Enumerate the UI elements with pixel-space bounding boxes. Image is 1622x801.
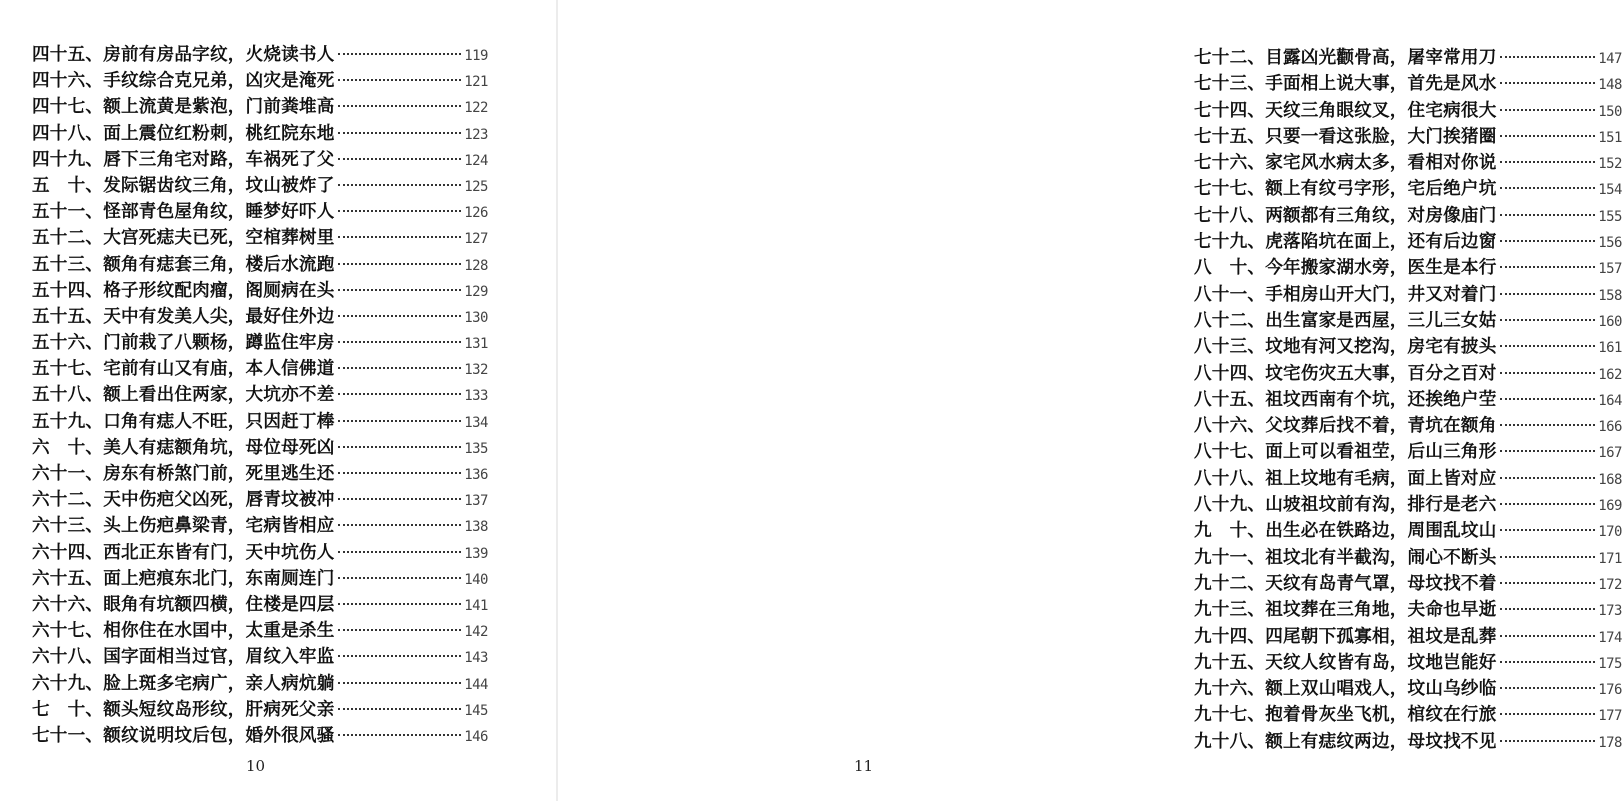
entry-number: 八十一、 — [1194, 283, 1266, 305]
toc-entry — [1194, 466, 1622, 492]
toc-entry — [1194, 71, 1622, 97]
entry-number: 六十五、 — [32, 567, 104, 589]
dot-leader — [338, 446, 462, 448]
toc-entry — [32, 199, 488, 225]
toc-entry — [32, 382, 488, 408]
entry-page-number: 169 — [1598, 498, 1622, 515]
toc-entry — [32, 173, 488, 199]
entry-number: 五十六、 — [32, 332, 104, 354]
entry-title: 天纹人纹皆有岛，坟地岂能好 — [1265, 651, 1497, 673]
entry-page-number: 138 — [464, 519, 488, 536]
dot-leader — [1500, 240, 1596, 242]
dot-leader — [338, 367, 462, 369]
entry-title: 家宅风水病太多，看相对你说 — [1265, 152, 1497, 174]
entry-title: 祖坟北有半截沟，闹心不断头 — [1265, 546, 1497, 568]
toc-entry — [1194, 282, 1622, 308]
toc-entry — [32, 513, 488, 539]
dot-leader — [338, 603, 462, 605]
entry-number: 九十八、 — [1194, 730, 1266, 752]
toc-entry — [32, 409, 488, 435]
entry-page-number: 137 — [464, 493, 488, 510]
entry-page-number: 135 — [464, 440, 488, 457]
entry-page-number: 157 — [1598, 261, 1622, 278]
entry-number: 五十三、 — [32, 253, 104, 275]
entry-number: 九十五、 — [1194, 651, 1266, 673]
entry-page-number: 172 — [1598, 576, 1622, 593]
toc-entry — [32, 225, 488, 251]
toc-entry — [32, 252, 488, 278]
toc-entry — [32, 121, 488, 147]
entry-title: 西北正东皆有门，天中坑伤人 — [103, 541, 335, 563]
toc-entry — [1194, 729, 1622, 755]
dot-leader — [1500, 372, 1596, 374]
toc-entry — [32, 68, 488, 94]
entry-number: 六十一、 — [32, 463, 104, 484]
toc-entry — [1194, 597, 1622, 623]
entry-number: 四十六、 — [32, 70, 104, 92]
dot-leader — [338, 393, 462, 395]
dot-leader — [1500, 214, 1596, 216]
entry-page-number: 130 — [464, 309, 488, 326]
dot-leader — [1500, 161, 1596, 163]
entry-number: 四十九、 — [32, 148, 104, 170]
entry-title: 坟地有河又挖沟，房宅有披头 — [1265, 336, 1497, 358]
entry-page-number: 162 — [1598, 366, 1622, 383]
entry-title: 坟宅伤灾五大事，百分之百对 — [1265, 362, 1497, 384]
dot-leader — [1500, 477, 1596, 479]
dot-leader — [1500, 556, 1596, 558]
toc-entry — [32, 566, 488, 592]
entry-number: 六十四、 — [32, 541, 104, 563]
toc-entry — [1194, 176, 1622, 202]
toc-entry — [1194, 413, 1622, 439]
dot-leader — [338, 132, 462, 134]
entry-title: 脸上斑多宅病广，亲人病炕躺 — [103, 672, 335, 694]
toc-entry — [1194, 308, 1622, 334]
dot-leader — [338, 498, 462, 500]
entry-page-number: 168 — [1598, 471, 1622, 488]
dot-leader — [1500, 582, 1596, 584]
entry-title: 额上看出住两家，大坑亦不差 — [103, 384, 335, 406]
entry-page-number: 167 — [1598, 445, 1622, 462]
entry-title: 额上流黄是紫泡，门前粪堆高 — [103, 96, 335, 118]
entry-number: 五 十、 — [32, 174, 104, 196]
entry-number: 九十一、 — [1194, 546, 1266, 568]
entry-page-number: 176 — [1598, 682, 1622, 699]
entry-number: 四十七、 — [32, 96, 104, 118]
left-page — [0, 0, 560, 801]
toc-entry — [32, 540, 488, 566]
entry-page-number: 161 — [1598, 340, 1622, 357]
entry-page-number: 166 — [1598, 419, 1622, 436]
dot-leader — [338, 734, 462, 736]
right-page — [560, 0, 1622, 801]
dot-leader — [338, 184, 462, 186]
entry-number: 五十五、 — [32, 305, 104, 327]
dot-leader — [1500, 293, 1596, 295]
entry-title: 宅前有山又有庙，本人信佛道 — [103, 358, 335, 380]
entry-page-number: 177 — [1598, 708, 1622, 725]
entry-title: 相你住在水囯中，太重是杀生 — [103, 620, 335, 642]
dot-leader — [1500, 450, 1596, 452]
entry-number: 七十七、 — [1194, 178, 1266, 200]
entry-number: 六十六、 — [32, 593, 104, 615]
entry-page-number: 170 — [1598, 524, 1622, 541]
entry-title: 额上有痣纹两边，母坟找不见 — [1265, 730, 1497, 752]
dot-leader — [1500, 398, 1596, 400]
toc-entry — [1194, 702, 1622, 728]
entry-title: 手面相上说大事，首先是风水 — [1265, 73, 1497, 95]
dot-leader — [338, 577, 462, 579]
table-of-contents-right — [1194, 45, 1622, 755]
entry-number: 六十八、 — [32, 646, 104, 668]
entry-title: 大宫死痣夫已死，空棺葬树里 — [103, 227, 335, 249]
dot-leader — [1500, 82, 1596, 84]
entry-page-number: 164 — [1598, 392, 1622, 409]
toc-entry — [1194, 676, 1622, 702]
entry-page-number: 143 — [464, 650, 488, 667]
entry-number: 八十三、 — [1194, 336, 1266, 358]
toc-entry — [32, 356, 488, 382]
entry-number: 七十六、 — [1194, 152, 1266, 174]
entry-number: 七十一、 — [32, 724, 104, 746]
dot-leader — [1500, 109, 1596, 111]
entry-title: 口角有痣人不旺，只因赶丁棒 — [103, 410, 335, 432]
entry-title: 虎落陷坑在面上，还有后边窗 — [1265, 231, 1497, 253]
entry-number: 八 十、 — [1194, 257, 1266, 279]
toc-entry — [1194, 650, 1622, 676]
entry-title: 面上可以看祖茔，后山三角形 — [1265, 441, 1497, 463]
entry-title: 今年搬家湖水旁，医生是本行 — [1265, 257, 1497, 279]
entry-number: 五十四、 — [32, 279, 104, 301]
entry-title: 天纹有岛青气罩，母坟找不着 — [1265, 572, 1497, 594]
entry-number: 八十七、 — [1194, 441, 1266, 463]
entry-number: 六十九、 — [32, 672, 104, 694]
entry-page-number: 129 — [464, 283, 488, 300]
dot-leader — [338, 105, 462, 107]
entry-number: 九十三、 — [1194, 599, 1266, 621]
entry-page-number: 141 — [464, 597, 488, 614]
entry-number: 七十九、 — [1194, 231, 1266, 253]
entry-title: 父坟葬后找不着，青坑在额角 — [1265, 415, 1497, 437]
entry-page-number: 132 — [464, 362, 488, 379]
entry-number: 八十六、 — [1194, 415, 1266, 437]
toc-entry — [32, 461, 488, 487]
entry-number: 九十六、 — [1194, 678, 1266, 700]
entry-number: 九十二、 — [1194, 572, 1266, 594]
toc-entry — [1194, 518, 1622, 544]
toc-entry — [32, 487, 488, 513]
toc-entry — [32, 94, 488, 120]
dot-leader — [338, 524, 462, 526]
entry-title: 天纹三角眼纹叉，住宅病很大 — [1265, 99, 1497, 121]
entry-number: 七十三、 — [1194, 73, 1266, 95]
entry-page-number: 121 — [464, 74, 488, 91]
entry-page-number: 173 — [1598, 603, 1622, 620]
entry-number: 八十四、 — [1194, 362, 1266, 384]
entry-number: 五十二、 — [32, 227, 104, 249]
entry-page-number: 154 — [1598, 182, 1622, 199]
toc-entry — [1194, 45, 1622, 71]
dot-leader — [1500, 740, 1596, 742]
entry-number: 五十九、 — [32, 410, 104, 432]
entry-page-number: 123 — [464, 126, 488, 143]
toc-entry — [32, 278, 488, 304]
entry-page-number: 152 — [1598, 156, 1622, 173]
dot-leader — [1500, 608, 1596, 610]
entry-number: 五十七、 — [32, 358, 104, 380]
entry-number: 六十三、 — [32, 515, 104, 537]
toc-entry — [32, 618, 488, 644]
dot-leader — [338, 158, 462, 160]
entry-title: 格子形纹配肉瘤，阁厕病在头 — [103, 279, 335, 301]
dot-leader — [1500, 635, 1596, 637]
dot-leader — [338, 236, 462, 238]
entry-title: 国字面相当过官，眉纹入牢监 — [103, 646, 335, 668]
entry-title: 发际锯齿纹三角，坟山被炸了 — [103, 174, 335, 196]
entry-title: 祖坟西南有个坑，还挨绝户茔 — [1265, 388, 1497, 410]
entry-page-number: 151 — [1598, 129, 1622, 146]
entry-title: 额上有纹弓字形，宅后绝户坑 — [1265, 178, 1497, 200]
entry-number: 八十九、 — [1194, 494, 1266, 516]
toc-entry — [1194, 150, 1622, 176]
dot-leader — [338, 79, 462, 81]
entry-number: 四十八、 — [32, 122, 104, 144]
entry-page-number: 160 — [1598, 313, 1622, 330]
toc-entry — [1194, 334, 1622, 360]
dot-leader — [1500, 687, 1596, 689]
dot-leader — [1500, 424, 1596, 426]
entry-page-number: 158 — [1598, 287, 1622, 304]
entry-title: 面上疤痕东北门，东南厕连门 — [103, 567, 335, 589]
entry-title: 面上震位红粉刺，桃红院东地 — [103, 122, 335, 144]
entry-page-number: 144 — [464, 676, 488, 693]
dot-leader — [338, 289, 462, 291]
entry-number: 七十二、 — [1194, 47, 1266, 68]
entry-number: 七十四、 — [1194, 99, 1266, 121]
entry-title: 房前有房品字纹，火烧读书人 — [103, 44, 335, 65]
entry-page-number: 171 — [1598, 550, 1622, 567]
entry-title: 抱着骨灰坐飞机，棺纹在行旅 — [1265, 704, 1497, 726]
entry-number: 九十四、 — [1194, 625, 1266, 647]
entry-title: 额头短纹岛形纹，肝病死父亲 — [103, 698, 335, 720]
entry-page-number: 136 — [464, 467, 488, 483]
toc-entry — [1194, 492, 1622, 518]
dot-leader — [1500, 319, 1596, 321]
entry-number: 五十八、 — [32, 384, 104, 406]
entry-title: 眼角有坑额四横，住楼是四层 — [103, 593, 335, 615]
toc-entry — [1194, 203, 1622, 229]
toc-entry — [32, 42, 488, 68]
dot-leader — [1500, 529, 1596, 531]
toc-entry — [32, 644, 488, 670]
entry-title: 山坡祖坟前有沟，排行是老六 — [1265, 494, 1497, 516]
toc-entry — [32, 671, 488, 697]
dot-leader — [1500, 56, 1596, 58]
toc-entry — [1194, 387, 1622, 413]
dot-leader — [338, 655, 462, 657]
dot-leader — [1500, 135, 1596, 137]
entry-number: 六 十、 — [32, 436, 104, 458]
entry-title: 美人有痣额角坑，母位母死凶 — [103, 436, 335, 458]
entry-title: 天中伤疤父凶死，唇青坟被冲 — [103, 489, 335, 511]
entry-page-number: 178 — [1598, 734, 1622, 751]
entry-title: 只要一看这张脸，大门挨猪圈 — [1265, 125, 1497, 147]
entry-page-number: 134 — [464, 414, 488, 431]
dot-leader — [1500, 661, 1596, 663]
entry-page-number: 142 — [464, 624, 488, 641]
toc-entry — [32, 330, 488, 356]
entry-title: 出生必在铁路边，周围乱坟山 — [1265, 520, 1497, 542]
entry-title: 两额都有三角纹，对房像庙门 — [1265, 204, 1497, 226]
entry-number: 八十二、 — [1194, 309, 1266, 331]
entry-number: 九十七、 — [1194, 704, 1266, 726]
dot-leader — [338, 708, 462, 710]
dot-leader — [1500, 345, 1596, 347]
entry-title: 怪部青色屋角纹，睡梦好吓人 — [103, 201, 335, 223]
toc-entry — [1194, 439, 1622, 465]
entry-page-number: 124 — [464, 152, 488, 169]
toc-entry — [32, 592, 488, 618]
entry-page-number: 133 — [464, 388, 488, 405]
entry-page-number: 146 — [464, 728, 488, 745]
entry-title: 额上双山唱戏人，坟山乌纱临 — [1265, 678, 1497, 700]
dot-leader — [338, 551, 462, 553]
entry-number: 七 十、 — [32, 698, 104, 720]
toc-entry — [1194, 98, 1622, 124]
toc-entry — [32, 723, 488, 749]
entry-number: 六十二、 — [32, 489, 104, 511]
dot-leader — [1500, 187, 1596, 189]
entry-title: 房东有桥煞门前，死里逃生还 — [103, 463, 335, 484]
entry-number: 八十五、 — [1194, 388, 1266, 410]
page-number-left: 10 — [246, 757, 266, 775]
toc-entry — [1194, 124, 1622, 150]
entry-title: 出生富家是西屋，三儿三女姑 — [1265, 309, 1497, 331]
entry-title: 门前栽了八颗杨，蹲监住牢房 — [103, 332, 335, 354]
entry-page-number: 127 — [464, 231, 488, 248]
dot-leader — [338, 53, 462, 55]
entry-title: 额角有痣套三角，楼后水流跑 — [103, 253, 335, 275]
entry-title: 四尾朝下孤寡相，祖坟是乱葬 — [1265, 625, 1497, 647]
entry-page-number: 174 — [1598, 629, 1622, 646]
page-number-right: 11 — [854, 757, 874, 775]
entry-title: 祖上坟地有毛病，面上皆对应 — [1265, 467, 1497, 489]
entry-page-number: 156 — [1598, 235, 1622, 252]
entry-number: 六十七、 — [32, 620, 104, 642]
entry-number: 九 十、 — [1194, 520, 1266, 542]
entry-title: 手相房山开大门，井又对着门 — [1265, 283, 1497, 305]
entry-page-number: 175 — [1598, 655, 1622, 672]
dot-leader — [338, 341, 462, 343]
toc-entry — [32, 435, 488, 461]
toc-entry — [1194, 255, 1622, 281]
entry-page-number: 126 — [464, 205, 488, 222]
entry-page-number: 150 — [1598, 103, 1622, 120]
entry-page-number: 125 — [464, 178, 488, 195]
toc-entry — [1194, 361, 1622, 387]
dot-leader — [338, 682, 462, 684]
entry-number: 七十八、 — [1194, 204, 1266, 226]
entry-title: 手纹综合克兄弟，凶灾是淹死 — [103, 70, 335, 92]
dot-leader — [338, 263, 462, 265]
entry-page-number: 155 — [1598, 208, 1622, 225]
entry-number: 七十五、 — [1194, 125, 1266, 147]
dot-leader — [338, 420, 462, 422]
toc-entry — [1194, 624, 1622, 650]
entry-number: 四十五、 — [32, 44, 104, 65]
entry-title: 额纹说明坟后包，婚外很风骚 — [103, 724, 335, 746]
toc-entry — [32, 304, 488, 330]
entry-title: 天中有发美人尖，最好住外边 — [103, 305, 335, 327]
toc-entry — [32, 697, 488, 723]
dot-leader — [1500, 266, 1596, 268]
entry-page-number: 131 — [464, 336, 488, 353]
toc-entry — [1194, 545, 1622, 571]
entry-title: 头上伤疤鼻梁青，宅病皆相应 — [103, 515, 335, 537]
entry-number: 五十一、 — [32, 201, 104, 223]
entry-title: 目露凶光颧骨高，屠宰常用刀 — [1265, 47, 1497, 68]
table-of-contents-left — [32, 42, 488, 749]
dot-leader — [338, 629, 462, 631]
toc-entry — [32, 147, 488, 173]
dot-leader — [338, 472, 462, 474]
entry-page-number: 147 — [1598, 51, 1622, 67]
entry-page-number: 148 — [1598, 77, 1622, 94]
dot-leader — [338, 210, 462, 212]
toc-entry — [1194, 571, 1622, 597]
dot-leader — [1500, 713, 1596, 715]
entry-page-number: 128 — [464, 257, 488, 274]
dot-leader — [1500, 503, 1596, 505]
entry-page-number: 139 — [464, 545, 488, 562]
entry-title: 祖坟葬在三角地，夫命也早逝 — [1265, 599, 1497, 621]
entry-page-number: 119 — [464, 48, 488, 64]
entry-title: 唇下三角宅对路，车祸死了父 — [103, 148, 335, 170]
entry-page-number: 140 — [464, 571, 488, 588]
toc-entry — [1194, 229, 1622, 255]
entry-page-number: 122 — [464, 100, 488, 117]
entry-page-number: 145 — [464, 702, 488, 719]
dot-leader — [338, 315, 462, 317]
entry-number: 八十八、 — [1194, 467, 1266, 489]
